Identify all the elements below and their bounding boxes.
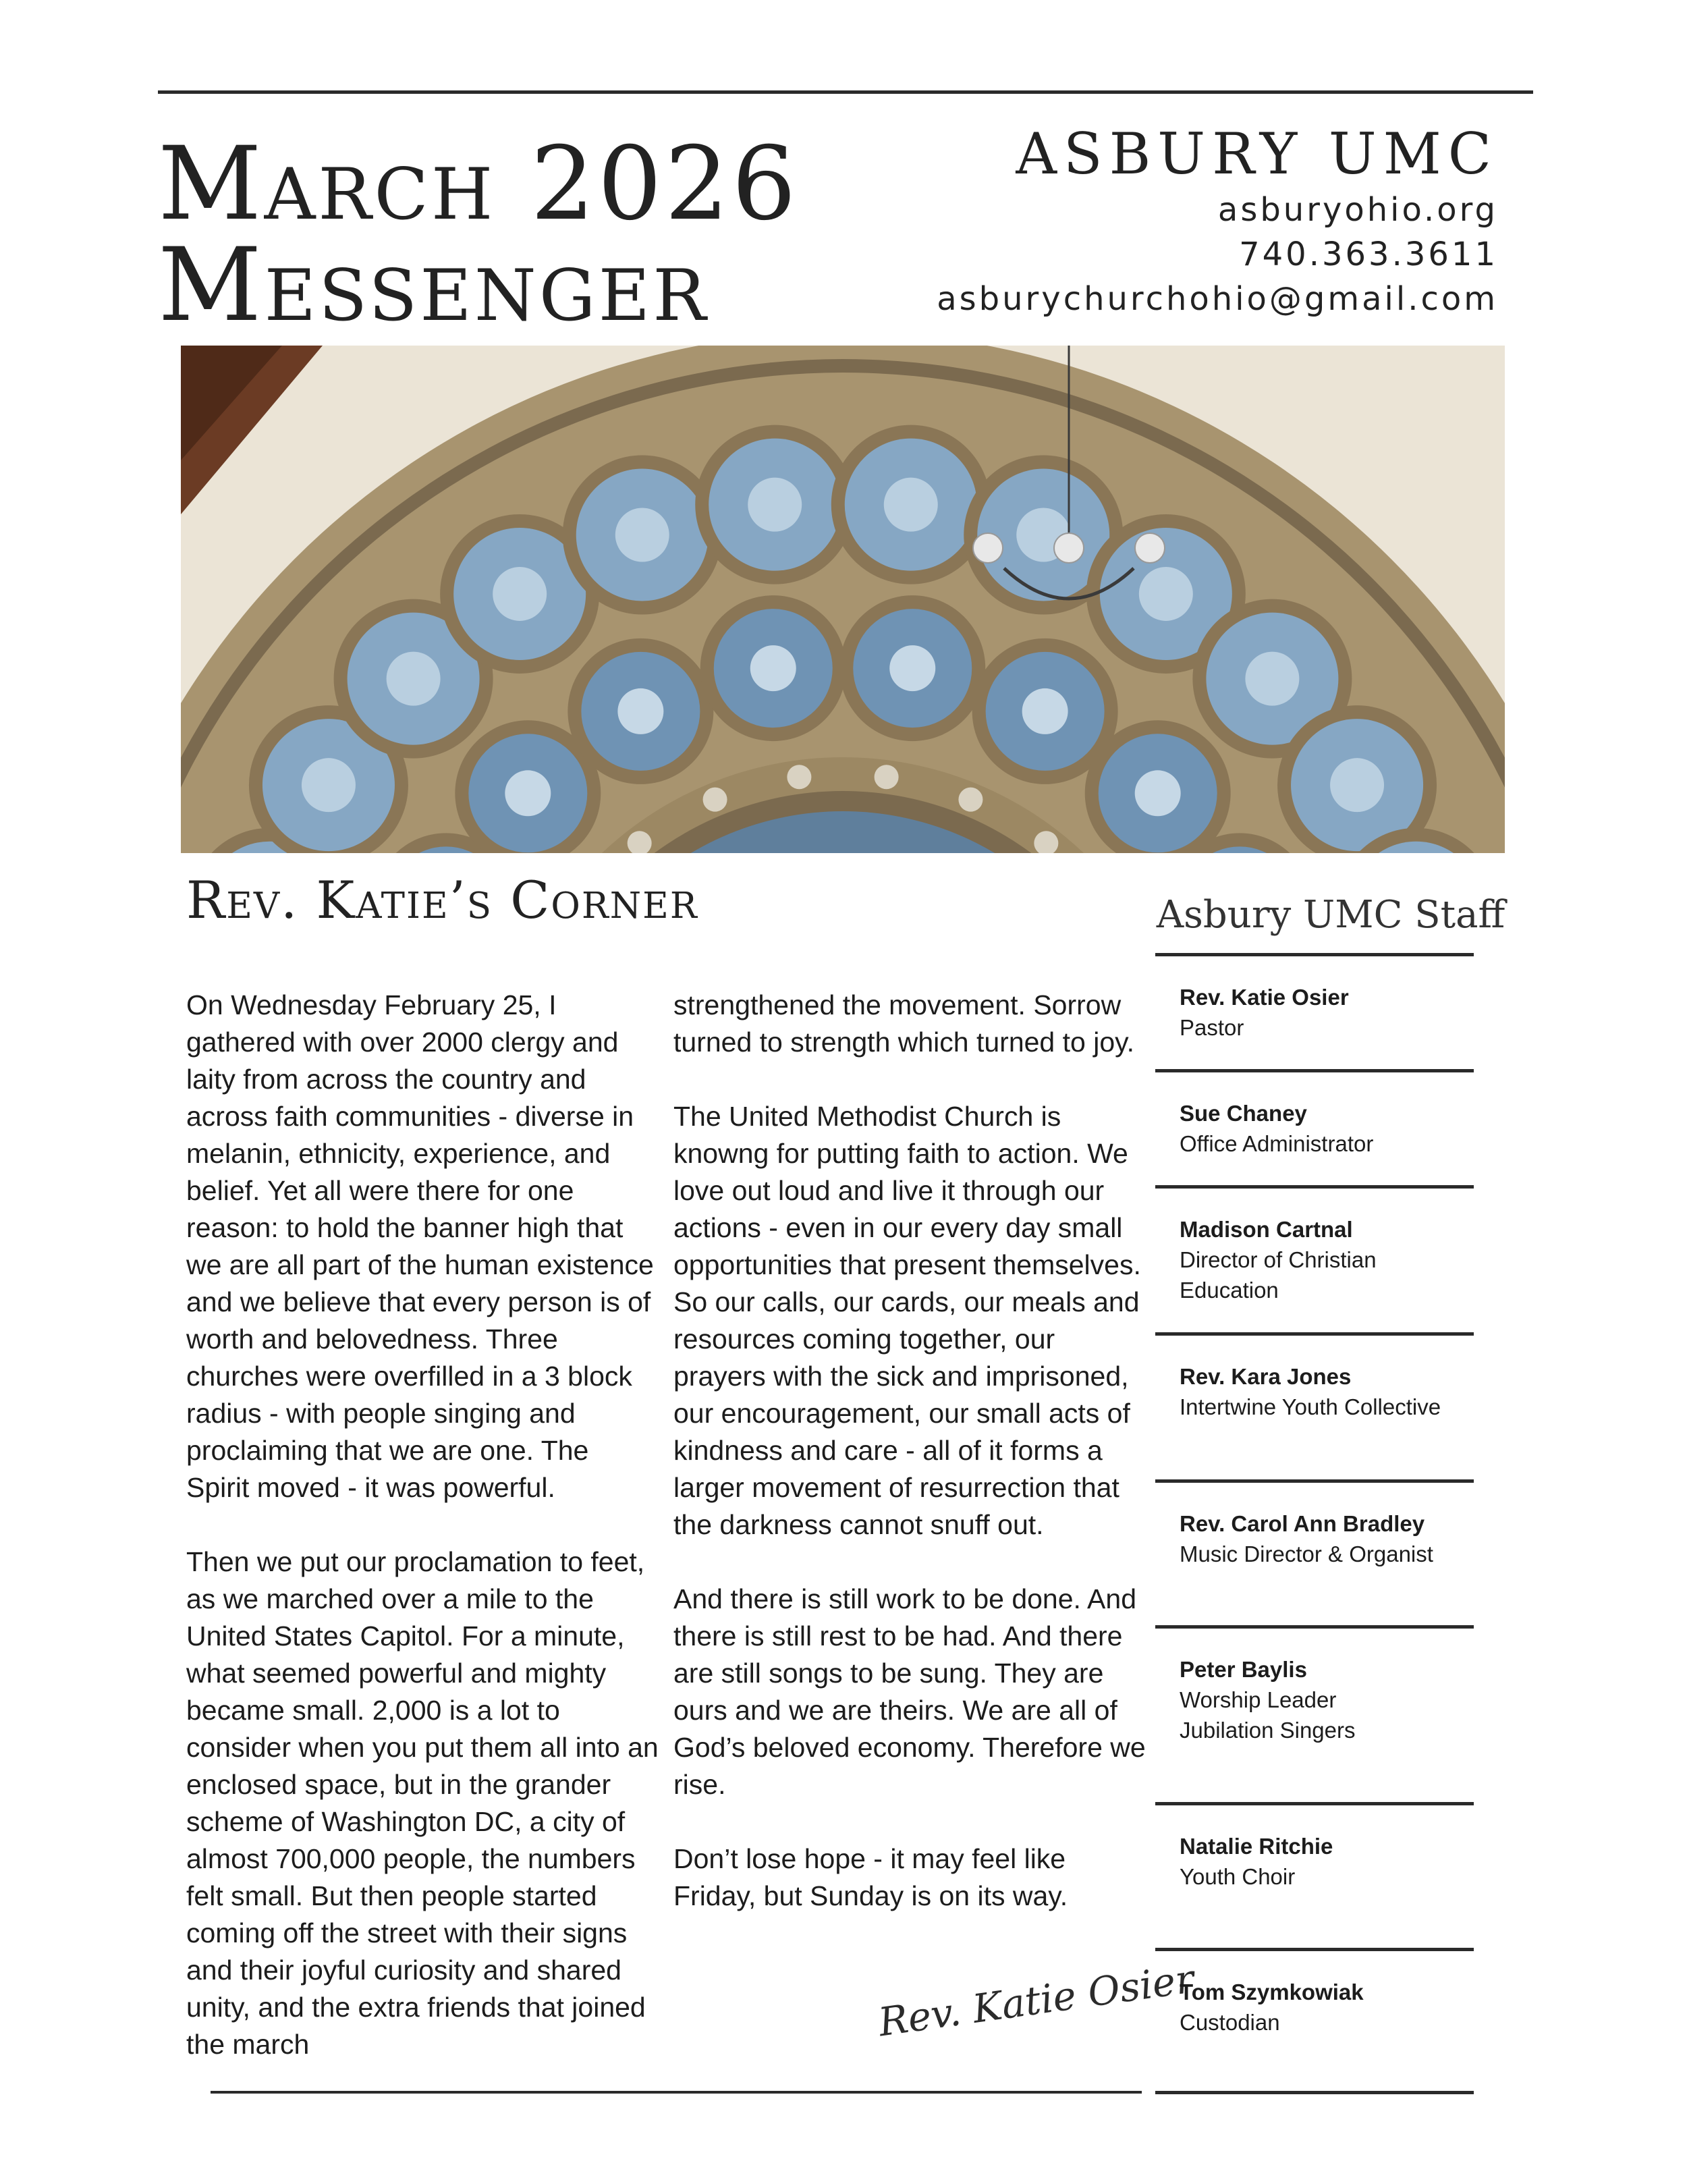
phone-number: 740.363.3611: [1239, 236, 1498, 273]
staff-member: [1155, 953, 1474, 1069]
article-paragraph: The United Methodist Church is knowng for putting faith to action. We love out loud and live it through our actions - even in our every day small opportunities that present themselves. So our calls, our cards, our meals and resources coming together, our prayers with the sick and imprisoned, our encouragement, our small acts of kindness and care - all of it forms a larger movement of resurrection that the darkness cannot snuff out.: [673, 1101, 1141, 1540]
article-paragraph: On Wednesday February 25, I gathered with over 2000 clergy and laity from across the country and across faith communities - diverse in melanin, ethnicity, experience, and belief. Yet all were there for one reason: to hold the banner high that we are all part of the human existence and we believe that every person is of worth and belovedness. Three churches were overfilled in a 3 block radius - with people singing and proclaiming that we are one. The Spirit moved - it was powerful.: [186, 989, 654, 1503]
article-paragraph: And there is still work to be done. And there is still rest to be had. And there are still songs to be sung. They are ours and we are theirs. We are all of God’s beloved economy. Therefore we rise.: [673, 1583, 1146, 1800]
website-link[interactable]: asburyohio.org: [1217, 191, 1498, 229]
article-column-1: [186, 987, 659, 2100]
staff-name: Sue Chaney: [1180, 1101, 1307, 1126]
newsletter-title-line2: Messenger: [158, 227, 709, 344]
staff-role: Director of Christian Education: [1180, 1247, 1377, 1303]
staff-role: Music Director & Organist: [1180, 1541, 1433, 1566]
staff-member: [1155, 1802, 1474, 1948]
email-link[interactable]: asburychurchohio@gmail.com: [937, 280, 1498, 318]
newsletter-title: [158, 126, 900, 344]
staff-name: Rev. Katie Osier: [1180, 985, 1349, 1010]
staff-name: Madison Cartnal: [1180, 1217, 1353, 1242]
staff-role: Custodian: [1180, 2010, 1280, 2035]
staff-name: Tom Szymkowiak: [1180, 1980, 1364, 2004]
article-paragraph: strengthened the movement. Sorrow turned to strength which turned to joy.: [673, 989, 1134, 1058]
staff-role: Youth Choir: [1180, 1864, 1296, 1889]
pastor-signature: Rev. Katie Osier: [875, 1955, 1197, 2046]
staff-heading: Asbury UMC Staff: [1156, 893, 1505, 937]
staff-list: [1155, 953, 1474, 2090]
newsletter-title-line1: March 2026: [158, 126, 799, 243]
staff-member: [1155, 1625, 1474, 1802]
section-heading-revs-corner: Rev. Katie’s Corner: [186, 870, 698, 930]
staff-member: [1155, 1948, 1474, 2090]
staff-name: Rev. Kara Jones: [1180, 1364, 1352, 1389]
staff-role: Pastor: [1180, 1015, 1244, 1040]
staff-member: [1155, 1069, 1474, 1185]
article-column-2: [673, 987, 1146, 1952]
staff-role: Worship Leader Jubilation Singers: [1180, 1687, 1356, 1743]
staff-role: Office Administrator: [1180, 1131, 1374, 1156]
staff-member: [1155, 1185, 1474, 1332]
staff-member: [1155, 1479, 1474, 1625]
top-rule: [158, 90, 1533, 94]
staff-name: Peter Baylis: [1180, 1657, 1307, 1682]
staff-member: [1155, 1332, 1474, 1479]
rose-window-illustration: [181, 346, 1505, 853]
rose-window-photo: [181, 346, 1505, 853]
article-paragraph: Then we put our proclamation to feet, as we marched over a mile to the United States Capitol. For a minute, what seemed powerful and mighty became small. 2,000 is a lot to consider when you put them all into an enclosed space, but in the grander scheme of Washington DC, a city of almost 700,000 people, the numbers felt small. But then people started coming off the street with their signs and their joyful curiosity and shared unity, and the extra friends that joined the march: [186, 1546, 659, 2060]
bottom-rule: [211, 2091, 1142, 2094]
church-name: ASBURY UMC: [1016, 121, 1498, 187]
article-paragraph: Don’t lose hope - it may feel like Friday, but Sunday is on its way.: [673, 1843, 1068, 1911]
church-contact-block: [937, 120, 1498, 321]
staff-name: Natalie Ritchie: [1180, 1834, 1333, 1859]
staff-role: Intertwine Youth Collective: [1180, 1394, 1441, 1419]
staff-bottom-rule: [1155, 2091, 1474, 2094]
staff-name: Rev. Carol Ann Bradley: [1180, 1511, 1425, 1536]
